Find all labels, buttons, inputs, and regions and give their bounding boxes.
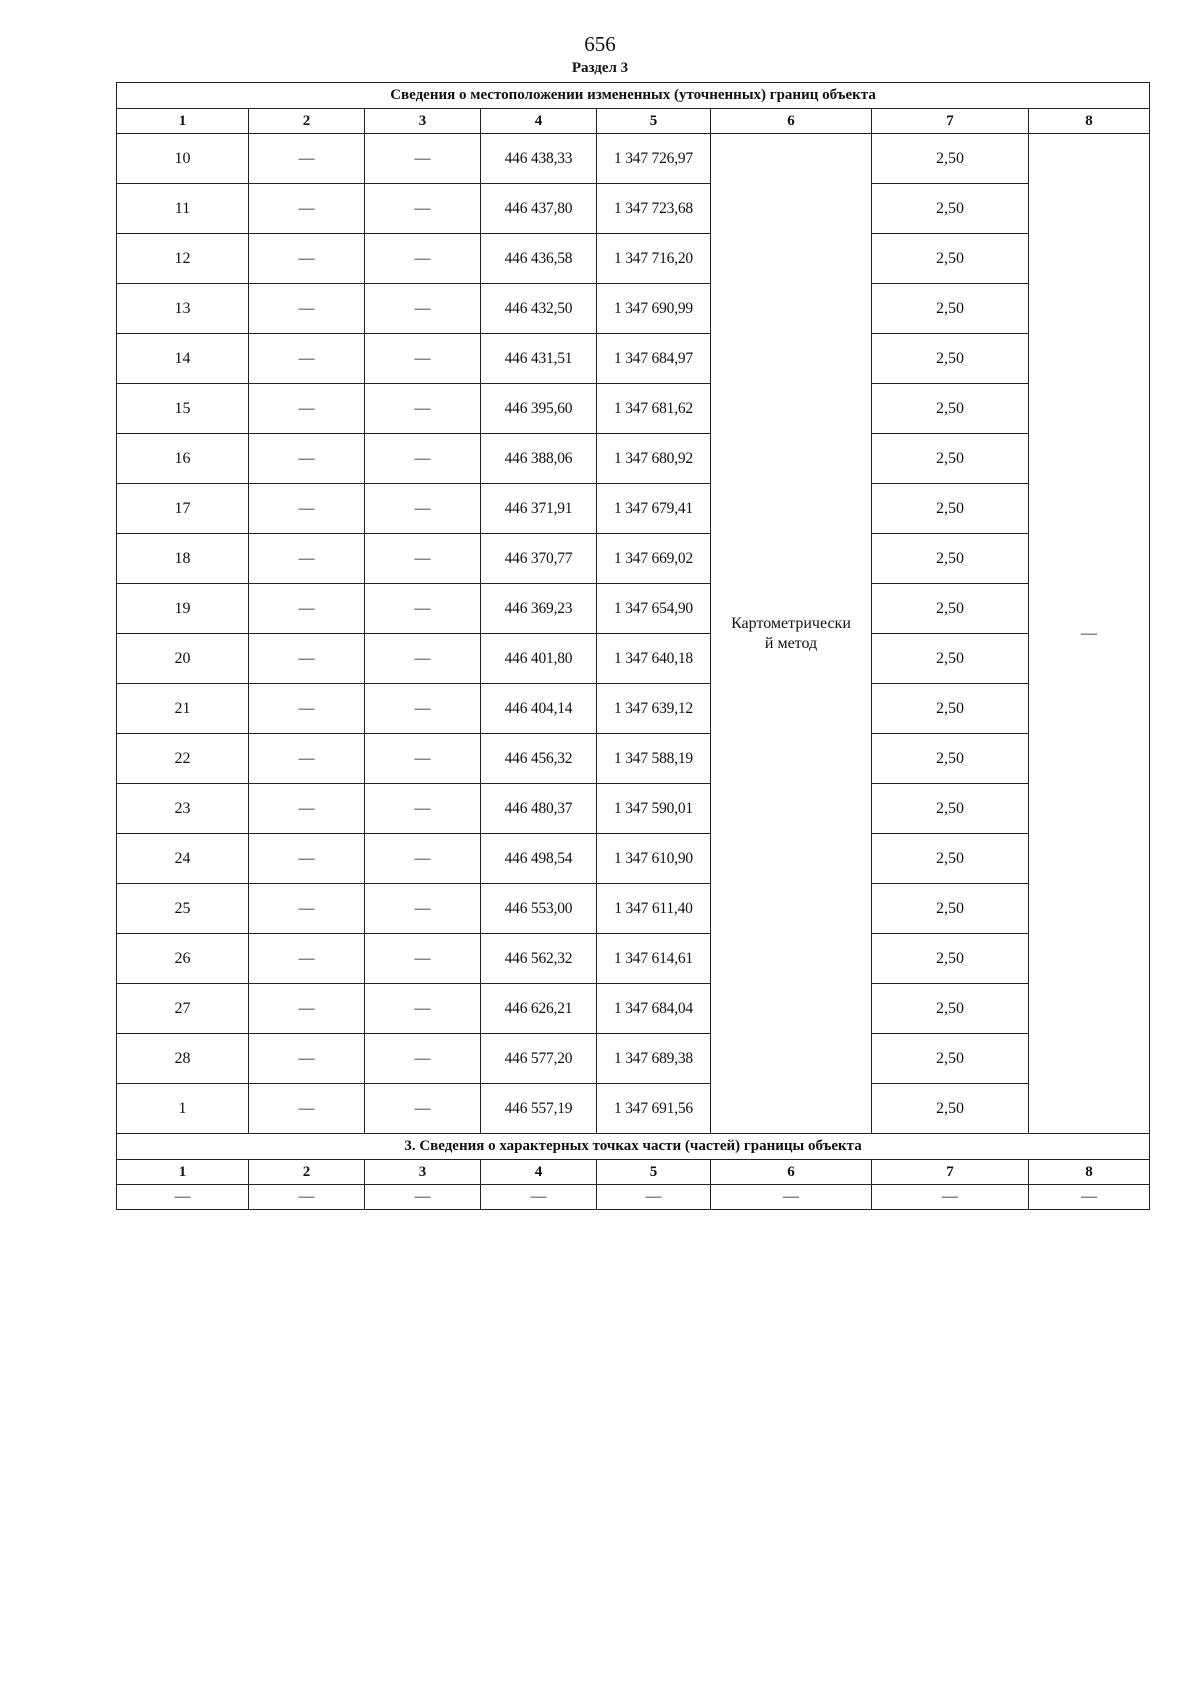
table-row — [117, 584, 1150, 634]
column-2-cell: — — [249, 784, 365, 834]
accuracy-cell: 2,50 — [872, 284, 1029, 334]
x-coordinate-cell: 446 437,80 — [481, 184, 597, 234]
x-coordinate-cell: 446 557,19 — [481, 1084, 597, 1134]
column-3-cell: — — [365, 434, 481, 484]
table1-header-8: 8 — [1029, 109, 1150, 134]
y-coordinate-cell: 1 347 611,40 — [597, 884, 711, 934]
column-2-cell: — — [249, 634, 365, 684]
accuracy-cell: 2,50 — [872, 734, 1029, 784]
x-coordinate-cell: 446 456,32 — [481, 734, 597, 784]
accuracy-cell: 2,50 — [872, 184, 1029, 234]
accuracy-cell: 2,50 — [872, 934, 1029, 984]
point-number-cell: 16 — [117, 434, 249, 484]
column-2-cell: — — [249, 684, 365, 734]
table1-header-2: 2 — [249, 109, 365, 134]
table2-header-2: 2 — [249, 1160, 365, 1185]
y-coordinate-cell: 1 347 723,68 — [597, 184, 711, 234]
table2-header-5: 5 — [597, 1160, 711, 1185]
point-number-cell: 15 — [117, 384, 249, 434]
y-coordinate-cell: 1 347 610,90 — [597, 834, 711, 884]
point-number-cell: 14 — [117, 334, 249, 384]
accuracy-cell: 2,50 — [872, 684, 1029, 734]
x-coordinate-cell: 446 498,54 — [481, 834, 597, 884]
accuracy-cell: 2,50 — [872, 1084, 1029, 1134]
point-number-cell: 13 — [117, 284, 249, 334]
column-3-cell: — — [365, 484, 481, 534]
column-2-cell: — — [249, 884, 365, 934]
x-coordinate-cell: 446 626,21 — [481, 984, 597, 1034]
accuracy-cell: 2,50 — [872, 634, 1029, 684]
column-3-cell: — — [365, 784, 481, 834]
point-number-cell: 18 — [117, 534, 249, 584]
table2-caption: 3. Сведения о характерных точках части (частей) границы объекта — [117, 1134, 1150, 1160]
table-row — [117, 684, 1150, 734]
y-coordinate-cell: 1 347 680,92 — [597, 434, 711, 484]
table2-cell: — — [249, 1185, 365, 1210]
method-text-line: Картометрически — [731, 614, 851, 632]
table-row — [117, 784, 1150, 834]
x-coordinate-cell: 446 370,77 — [481, 534, 597, 584]
point-number-cell: 28 — [117, 1034, 249, 1084]
table-row — [117, 1034, 1150, 1084]
point-number-cell: 22 — [117, 734, 249, 784]
point-number-cell: 17 — [117, 484, 249, 534]
table2-header-8: 8 — [1029, 1160, 1150, 1185]
accuracy-cell: 2,50 — [872, 784, 1029, 834]
y-coordinate-cell: 1 347 689,38 — [597, 1034, 711, 1084]
column-2-cell: — — [249, 484, 365, 534]
point-number-cell: 20 — [117, 634, 249, 684]
table2-cell: — — [481, 1185, 597, 1210]
accuracy-cell: 2,50 — [872, 834, 1029, 884]
column-2-cell: — — [249, 1034, 365, 1084]
point-number-cell: 27 — [117, 984, 249, 1034]
y-coordinate-cell: 1 347 684,97 — [597, 334, 711, 384]
x-coordinate-cell: 446 431,51 — [481, 334, 597, 384]
x-coordinate-cell: 446 369,23 — [481, 584, 597, 634]
table2-header-7: 7 — [872, 1160, 1029, 1185]
y-coordinate-cell: 1 347 716,20 — [597, 234, 711, 284]
point-number-cell: 25 — [117, 884, 249, 934]
accuracy-cell: 2,50 — [872, 884, 1029, 934]
column-2-cell: — — [249, 934, 365, 984]
table2-row — [117, 1185, 1150, 1210]
table2-header-6: 6 — [711, 1160, 872, 1185]
column-2-cell: — — [249, 534, 365, 584]
column-2-cell: — — [249, 234, 365, 284]
column-2-cell: — — [249, 434, 365, 484]
x-coordinate-cell: 446 436,58 — [481, 234, 597, 284]
column-2-cell: — — [249, 1084, 365, 1134]
method-text-line: й метод — [764, 634, 818, 652]
point-number-cell: 24 — [117, 834, 249, 884]
column-8-cell: — — [1029, 134, 1150, 1134]
column-3-cell: — — [365, 334, 481, 384]
table1-header-6: 6 — [711, 109, 872, 134]
accuracy-cell: 2,50 — [872, 384, 1029, 434]
column-3-cell: — — [365, 284, 481, 334]
accuracy-cell: 2,50 — [872, 434, 1029, 484]
column-3-cell: — — [365, 984, 481, 1034]
boundary-table — [116, 82, 1150, 1210]
table2-header-1: 1 — [117, 1160, 249, 1185]
table2-cell: — — [365, 1185, 481, 1210]
table2-cell: — — [117, 1185, 249, 1210]
table-row — [117, 834, 1150, 884]
table-row — [117, 534, 1150, 584]
column-3-cell: — — [365, 234, 481, 284]
table-row — [117, 184, 1150, 234]
x-coordinate-cell: 446 401,80 — [481, 634, 597, 684]
table2-header-4: 4 — [481, 1160, 597, 1185]
accuracy-cell: 2,50 — [872, 484, 1029, 534]
column-2-cell: — — [249, 984, 365, 1034]
table-row — [117, 484, 1150, 534]
y-coordinate-cell: 1 347 640,18 — [597, 634, 711, 684]
accuracy-cell: 2,50 — [872, 234, 1029, 284]
x-coordinate-cell: 446 371,91 — [481, 484, 597, 534]
accuracy-cell: 2,50 — [872, 334, 1029, 384]
table-row — [117, 934, 1150, 984]
column-3-cell: — — [365, 834, 481, 884]
table2-cell: — — [1029, 1185, 1150, 1210]
accuracy-cell: 2,50 — [872, 584, 1029, 634]
y-coordinate-cell: 1 347 679,41 — [597, 484, 711, 534]
table-row — [117, 284, 1150, 334]
point-number-cell: 11 — [117, 184, 249, 234]
column-2-cell: — — [249, 734, 365, 784]
table2-cell: — — [872, 1185, 1029, 1210]
y-coordinate-cell: 1 347 614,61 — [597, 934, 711, 984]
table-row — [117, 234, 1150, 284]
column-3-cell: — — [365, 134, 481, 184]
x-coordinate-cell: 446 438,33 — [481, 134, 597, 184]
x-coordinate-cell: 446 562,32 — [481, 934, 597, 984]
point-number-cell: 19 — [117, 584, 249, 634]
column-2-cell: — — [249, 384, 365, 434]
y-coordinate-cell: 1 347 639,12 — [597, 684, 711, 734]
table-row — [117, 984, 1150, 1034]
table-row — [117, 434, 1150, 484]
y-coordinate-cell: 1 347 726,97 — [597, 134, 711, 184]
column-3-cell: — — [365, 734, 481, 784]
accuracy-cell: 2,50 — [872, 1034, 1029, 1084]
point-number-cell: 1 — [117, 1084, 249, 1134]
table2-cell: — — [711, 1185, 872, 1210]
table-row — [117, 734, 1150, 784]
table-row — [117, 384, 1150, 434]
column-2-cell: — — [249, 184, 365, 234]
table-row — [117, 134, 1150, 184]
accuracy-cell: 2,50 — [872, 534, 1029, 584]
column-3-cell: — — [365, 634, 481, 684]
column-3-cell: — — [365, 184, 481, 234]
page-number: 656 — [584, 32, 616, 56]
table-row — [117, 1084, 1150, 1134]
table1-header-3: 3 — [365, 109, 481, 134]
y-coordinate-cell: 1 347 690,99 — [597, 284, 711, 334]
column-2-cell: — — [249, 284, 365, 334]
point-number-cell: 21 — [117, 684, 249, 734]
y-coordinate-cell: 1 347 681,62 — [597, 384, 711, 434]
x-coordinate-cell: 446 480,37 — [481, 784, 597, 834]
point-number-cell: 26 — [117, 934, 249, 984]
x-coordinate-cell: 446 553,00 — [481, 884, 597, 934]
column-3-cell: — — [365, 934, 481, 984]
point-number-cell: 23 — [117, 784, 249, 834]
y-coordinate-cell: 1 347 691,56 — [597, 1084, 711, 1134]
x-coordinate-cell: 446 432,50 — [481, 284, 597, 334]
y-coordinate-cell: 1 347 669,02 — [597, 534, 711, 584]
table1-header-row — [117, 109, 1150, 134]
table1-header-7: 7 — [872, 109, 1029, 134]
y-coordinate-cell: 1 347 588,19 — [597, 734, 711, 784]
x-coordinate-cell: 446 395,60 — [481, 384, 597, 434]
column-2-cell: — — [249, 584, 365, 634]
y-coordinate-cell: 1 347 590,01 — [597, 784, 711, 834]
column-3-cell: — — [365, 684, 481, 734]
method-cell — [711, 134, 872, 1134]
x-coordinate-cell: 446 388,06 — [481, 434, 597, 484]
table-row — [117, 634, 1150, 684]
column-3-cell: — — [365, 1084, 481, 1134]
column-3-cell: — — [365, 384, 481, 434]
table1-header-1: 1 — [117, 109, 249, 134]
table1-header-5: 5 — [597, 109, 711, 134]
y-coordinate-cell: 1 347 684,04 — [597, 984, 711, 1034]
x-coordinate-cell: 446 404,14 — [481, 684, 597, 734]
column-2-cell: — — [249, 134, 365, 184]
section-title: Раздел 3 — [571, 60, 629, 76]
point-number-cell: 12 — [117, 234, 249, 284]
point-number-cell: 10 — [117, 134, 249, 184]
column-2-cell: — — [249, 334, 365, 384]
table-row — [117, 884, 1150, 934]
column-3-cell: — — [365, 1034, 481, 1084]
table1-header-4: 4 — [481, 109, 597, 134]
table-row — [117, 334, 1150, 384]
column-3-cell: — — [365, 584, 481, 634]
y-coordinate-cell: 1 347 654,90 — [597, 584, 711, 634]
column-2-cell: — — [249, 834, 365, 884]
table2-cell: — — [597, 1185, 711, 1210]
table2-header-row — [117, 1160, 1150, 1185]
accuracy-cell: 2,50 — [872, 984, 1029, 1034]
column-3-cell: — — [365, 884, 481, 934]
column-3-cell: — — [365, 534, 481, 584]
table1-caption: Сведения о местоположении измененных (уточненных) границ объекта — [117, 83, 1150, 109]
x-coordinate-cell: 446 577,20 — [481, 1034, 597, 1084]
accuracy-cell: 2,50 — [872, 134, 1029, 184]
table2-header-3: 3 — [365, 1160, 481, 1185]
